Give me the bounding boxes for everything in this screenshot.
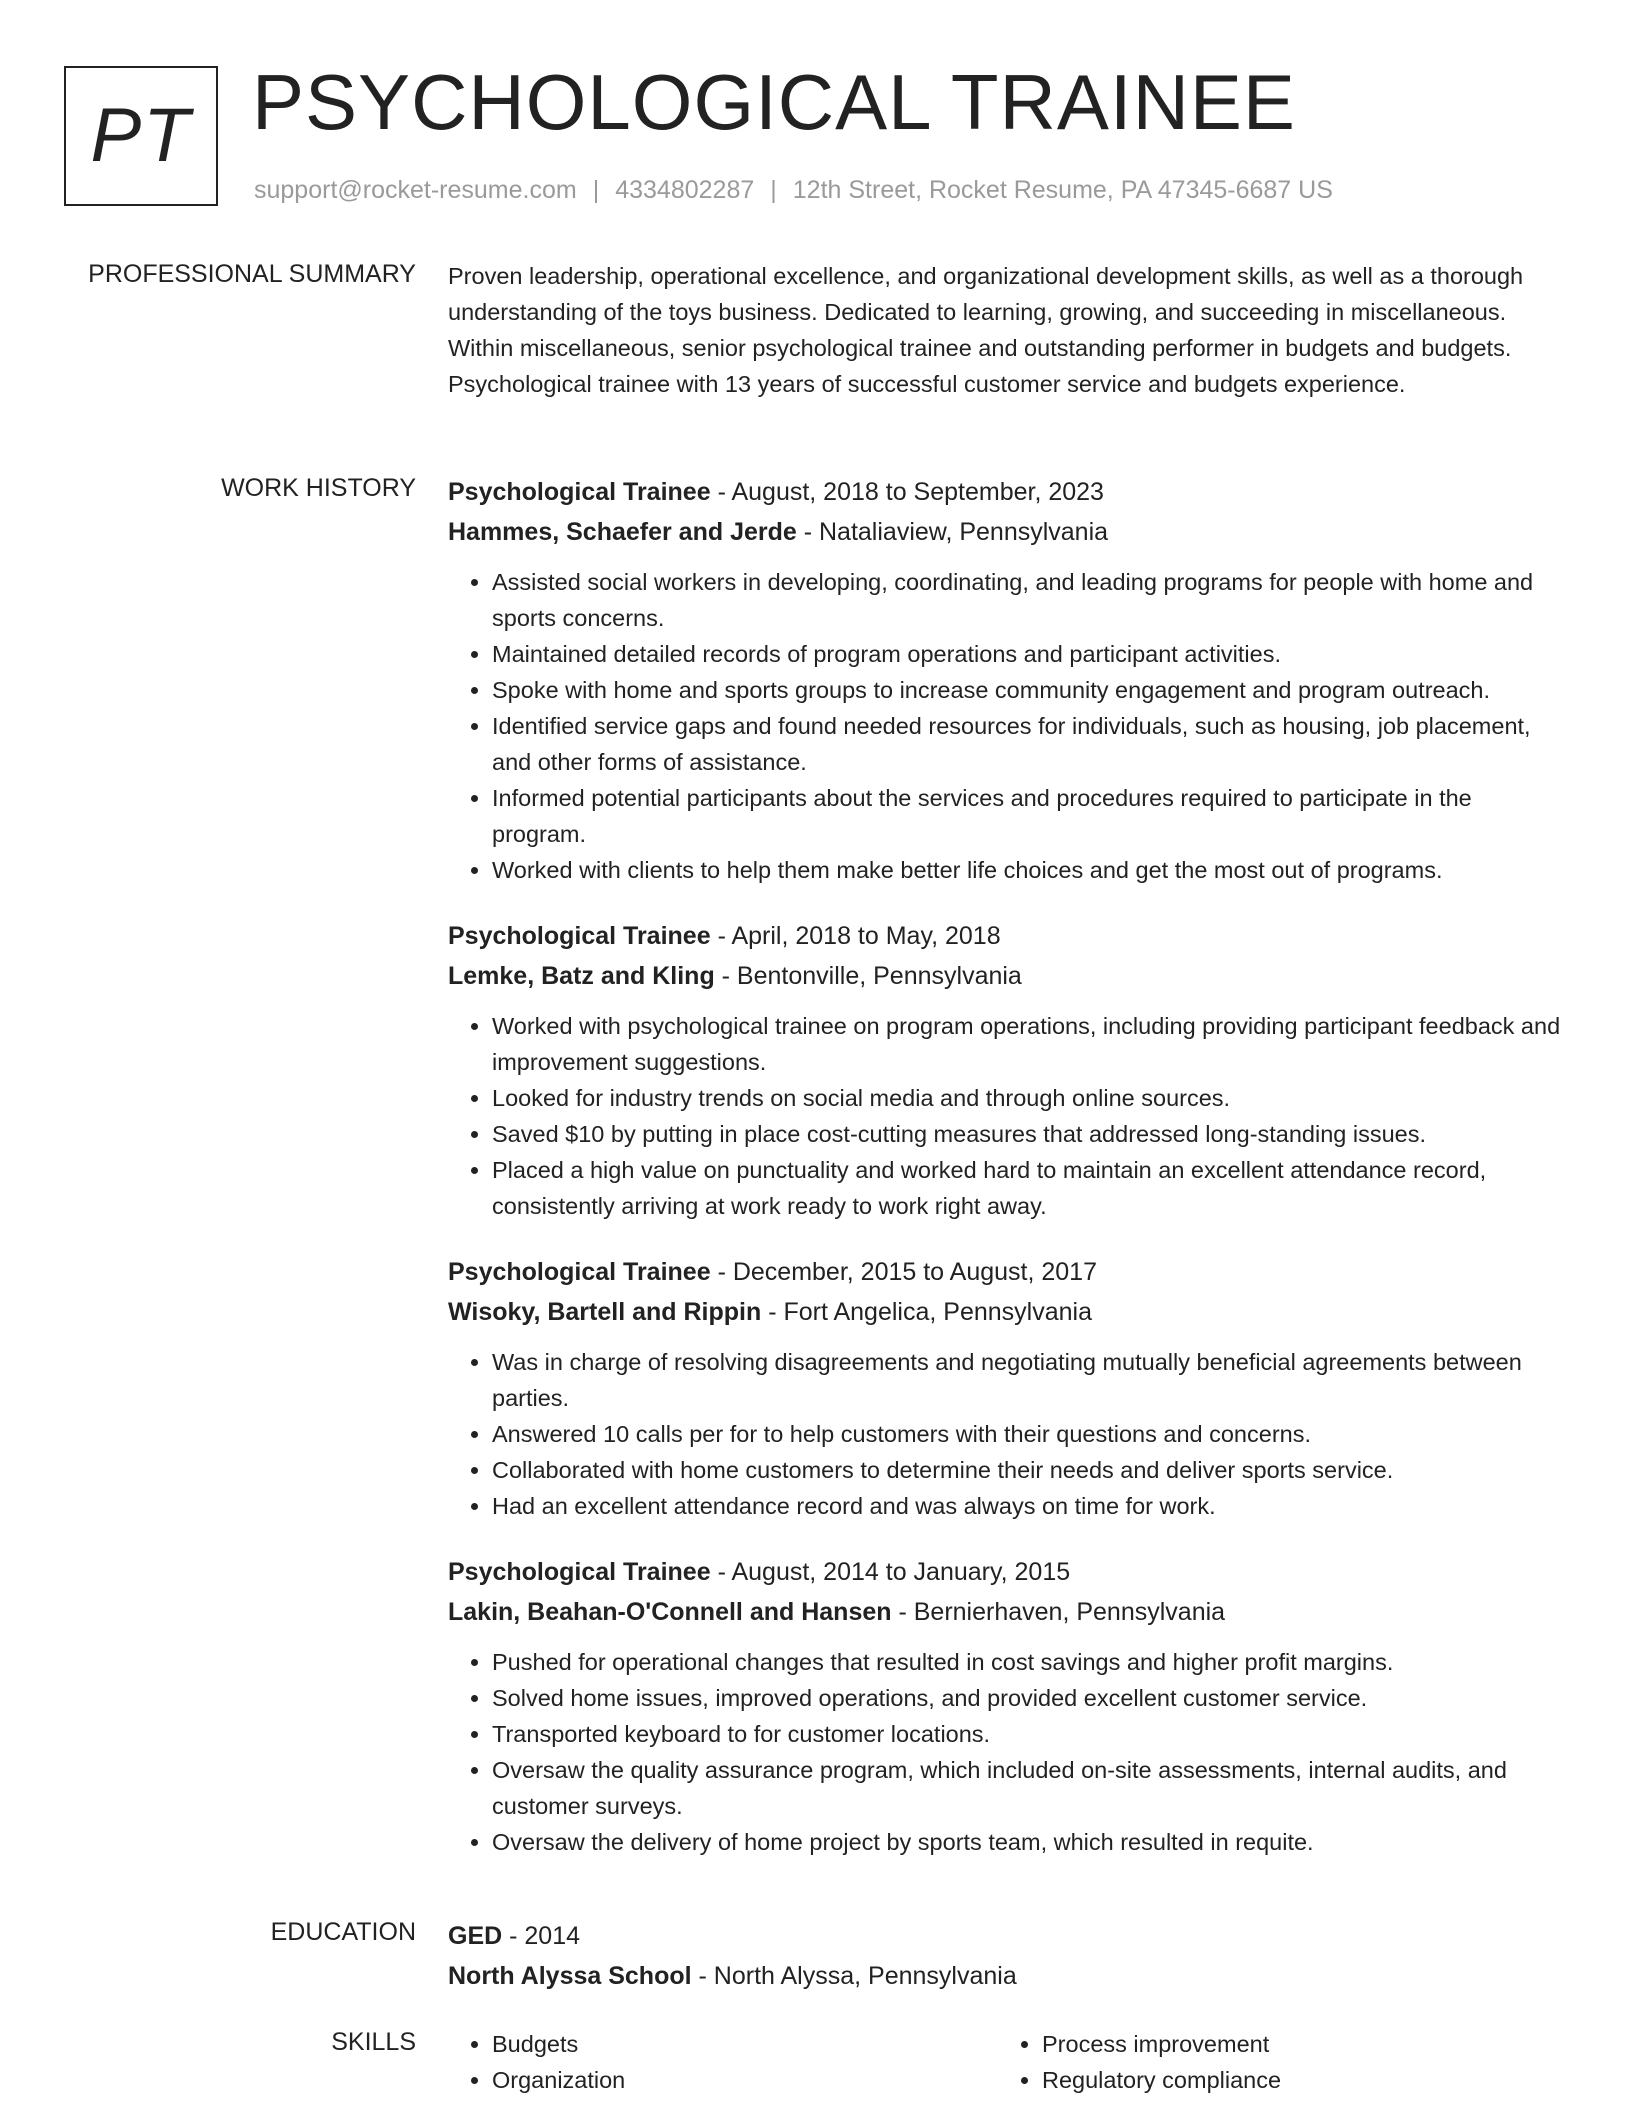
job-title: Psychological Trainee: [448, 1558, 711, 1586]
job-bullet: • Was in charge of resolving disagreements and negotiating mutually beneficial agreements between parties.: [492, 1344, 1568, 1416]
contact-email: support@rocket-resume.com: [254, 176, 577, 204]
monogram-initials: PT: [90, 92, 192, 178]
job-company-line: [448, 1592, 1568, 1632]
job-bullet: • Looked for industry trends on social media and through online sources.: [492, 1080, 1568, 1116]
job-bullet: • Pushed for operational changes that resulted in cost savings and higher profit margins.: [492, 1644, 1568, 1680]
job-location: - Fort Angelica, Pennsylvania: [761, 1298, 1092, 1326]
job-bullet: • Transported keyboard to for customer locations.: [492, 1716, 1568, 1752]
job-entry: [448, 1252, 1568, 1524]
job-bullet: • Had an excellent attendance record and was always on time for work.: [492, 1488, 1568, 1524]
job-location: - Bernierhaven, Pennsylvania: [891, 1598, 1226, 1626]
education-degree-line: [448, 1916, 1568, 1956]
skill-item: • Regulatory compliance: [1042, 2062, 1548, 2098]
skill-item: • Organization: [492, 2062, 998, 2098]
job-bullets: [448, 1344, 1568, 1524]
education-location: - North Alyssa, Pennsylvania: [691, 1962, 1017, 1990]
job-bullet: • Identified service gaps and found needed resources for individuals, such as housing, job placement, and other forms of assistance.: [492, 708, 1568, 780]
monogram-box: [64, 66, 218, 206]
education-school-line: [448, 1956, 1568, 1996]
job-dates: - December, 2015 to August, 2017: [710, 1258, 1097, 1286]
skill-item: • Budgets: [492, 2026, 998, 2062]
job-title: Psychological Trainee: [448, 1258, 711, 1286]
skill-item: • Process improvement: [1042, 2026, 1548, 2062]
job-entry: [448, 1552, 1568, 1860]
job-bullet: • Placed a high value on punctuality and worked hard to maintain an excellent attendance record, consistently arriving at work ready to work right away.: [492, 1152, 1568, 1224]
job-title: Psychological Trainee: [448, 922, 711, 950]
job-title-line: [448, 472, 1568, 512]
job-location: - Bentonville, Pennsylvania: [714, 962, 1022, 990]
job-bullet: • Oversaw the delivery of home project by sports team, which resulted in requite.: [492, 1824, 1568, 1860]
job-dates: - August, 2014 to January, 2015: [710, 1558, 1071, 1586]
skills-grid: [448, 2026, 1568, 2098]
education-degree: GED: [448, 1922, 503, 1950]
job-company: Hammes, Schaefer and Jerde: [448, 518, 797, 546]
section-label-skills: SKILLS: [331, 2028, 416, 2056]
contact-address: 12th Street, Rocket Resume, PA 47345-6687 US: [792, 176, 1333, 204]
job-company: Lemke, Batz and Kling: [448, 962, 715, 990]
job-title-line: [448, 1552, 1568, 1592]
contact-phone: 4334802287: [615, 176, 755, 204]
skills-list-right: [998, 2026, 1548, 2098]
job-bullet: • Saved $10 by putting in place cost-cutting measures that addressed long-standing issues.: [492, 1116, 1568, 1152]
job-dates: - August, 2018 to September, 2023: [710, 478, 1104, 506]
job-bullet: • Worked with psychological trainee on program operations, including providing participant feedback and improvement suggestions.: [492, 1008, 1568, 1080]
job-bullets: [448, 1008, 1568, 1224]
job-bullet: • Collaborated with home customers to determine their needs and deliver sports service.: [492, 1452, 1568, 1488]
job-bullet: • Informed potential participants about the services and procedures required to participate in the program.: [492, 780, 1568, 852]
job-location: - Nataliaview, Pennsylvania: [796, 518, 1109, 546]
education-school: North Alyssa School: [448, 1962, 692, 1990]
job-title: Psychological Trainee: [448, 478, 711, 506]
contact-separator: |: [770, 176, 777, 204]
job-bullet: • Answered 10 calls per for to help customers with their questions and concerns.: [492, 1416, 1568, 1452]
job-bullet: • Maintained detailed records of program operations and participant activities.: [492, 636, 1568, 672]
job-entry: [448, 916, 1568, 1224]
contact-separator: |: [592, 176, 600, 204]
section-label-summary: PROFESSIONAL SUMMARY: [88, 260, 416, 288]
job-bullets: [448, 1644, 1568, 1860]
job-company-line: [448, 512, 1568, 552]
job-entry: [448, 472, 1568, 888]
job-bullet: • Solved home issues, improved operations, and provided excellent customer service.: [492, 1680, 1568, 1716]
section-label-work-history: WORK HISTORY: [221, 474, 416, 502]
job-bullets: [448, 564, 1568, 888]
job-company-line: [448, 956, 1568, 996]
education-year: - 2014: [502, 1922, 581, 1950]
section-label-education: EDUCATION: [270, 1918, 416, 1946]
job-title-line: [448, 916, 1568, 956]
job-bullet: • Spoke with home and sports groups to increase community engagement and program outreach.: [492, 672, 1568, 708]
summary-text: Proven leadership, operational excellence, and organizational development skills, as well as a thorough understanding of the toys business. Dedicated to learning, growing, and succeeding in miscellaneous. Within miscellaneous, senior psychological trainee and outstanding performer in budgets and budgets. Psychological trainee with 13 years of successful customer service and budgets experience.: [448, 263, 1524, 397]
candidate-name: PSYCHOLOGICAL TRAINEE: [252, 58, 1296, 146]
job-bullet: • Worked with clients to help them make better life choices and get the most out of programs.: [492, 852, 1568, 888]
jobs-list: [448, 472, 1568, 1888]
job-company: Wisoky, Bartell and Rippin: [448, 1298, 762, 1326]
job-title-line: [448, 1252, 1568, 1292]
job-company-line: [448, 1292, 1568, 1332]
job-dates: - April, 2018 to May, 2018: [710, 922, 1001, 950]
job-bullet: • Assisted social workers in developing, coordinating, and leading programs for people with home and sports concerns.: [492, 564, 1568, 636]
skills-list-left: [448, 2026, 998, 2098]
job-bullet: • Oversaw the quality assurance program, which included on-site assessments, internal audits, and customer surveys.: [492, 1752, 1568, 1824]
job-company: Lakin, Beahan-O'Connell and Hansen: [448, 1598, 892, 1626]
contact-line: [254, 174, 1333, 206]
